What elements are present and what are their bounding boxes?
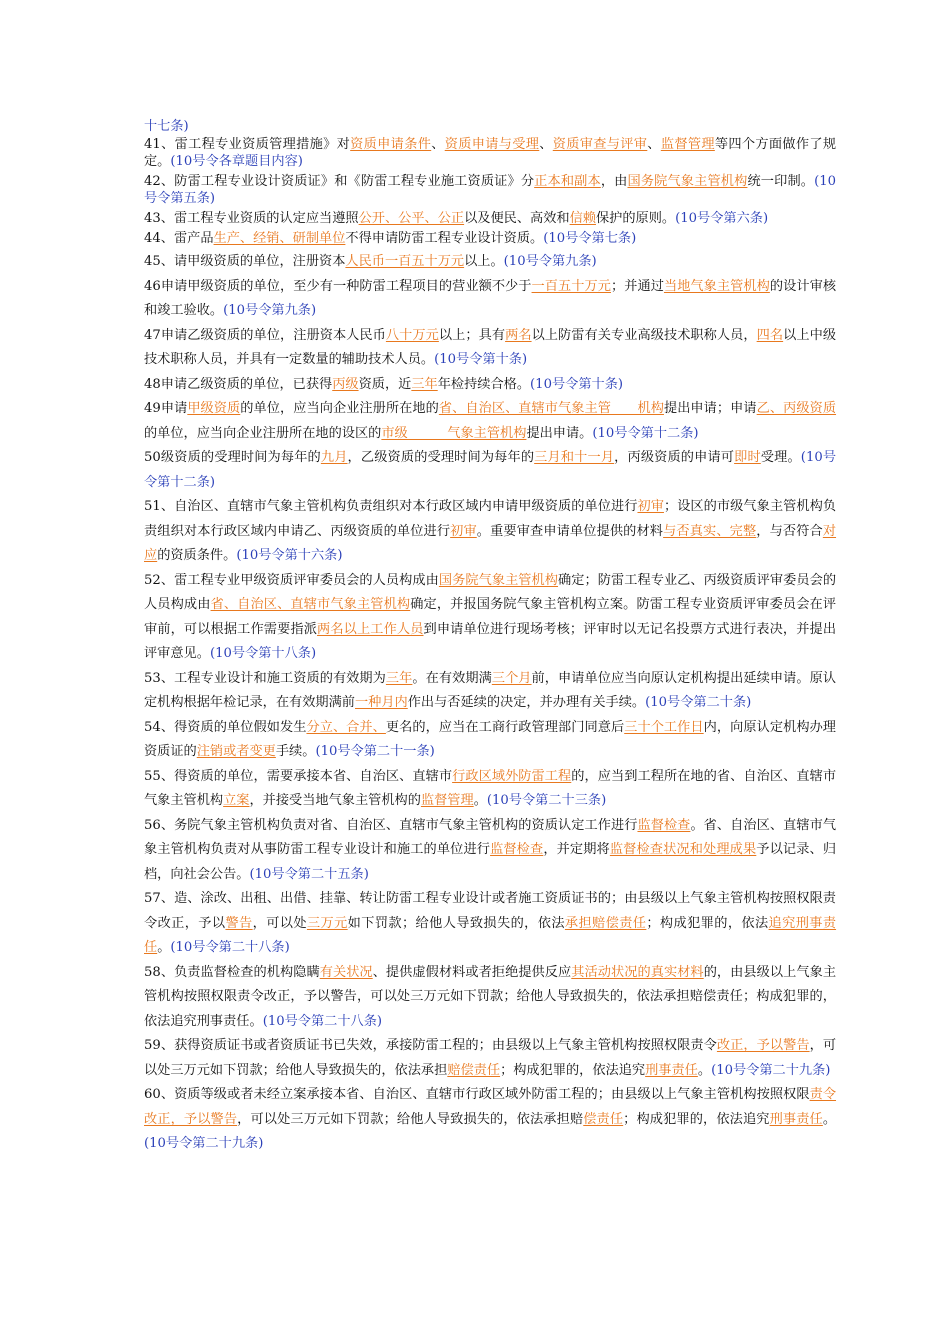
list-item <box>144 887 836 961</box>
question-text: 42、防雷工程专业设计资质证》和《防雷工程专业施工资质证》分 <box>144 174 535 189</box>
regulation-reference: (10号令第二十八条) <box>170 940 290 955</box>
question-text: 、 <box>647 137 661 152</box>
question-text: ；设区的市级气象主管机构负责组织对本行政区域内申请乙、丙级资质的单位进行 <box>144 499 837 539</box>
question-text: 以上；具有 <box>438 327 506 343</box>
question-text: 年检持续合格。 <box>437 376 531 392</box>
question-text: 确定，并报国务院气象主管机构立案。防雷工程专业资质评审委员会在评审前，可以根据工作需要指派 <box>144 597 837 637</box>
answer-highlight: 资质申请条件 <box>350 137 432 152</box>
list-item-continuation <box>144 118 836 135</box>
question-text: 53、工程专业设计和施工资质的有效期为 <box>144 670 386 686</box>
question-text: 不得申请防雷工程专业设计资质。 <box>345 231 544 246</box>
list-item <box>144 569 836 667</box>
question-text: ，与否符合 <box>756 523 823 539</box>
question-text: ；构成犯罪的，依法 <box>646 915 769 931</box>
answer-highlight: 立案 <box>223 793 250 808</box>
answer-highlight: 刑事责任 <box>645 1062 698 1078</box>
question-text: 48申请乙级资质的单位，已获得 <box>144 376 333 392</box>
answer-highlight: 生产、经销、研制单位 <box>213 231 346 246</box>
question-text: 59、获得资质证书或者资质证书已失效，承接防雷工程的；由县级以上气象主管机构按照权限责令 <box>144 1038 717 1053</box>
question-text: 予以记录、归档，向社会公告。 <box>144 842 837 882</box>
regulation-reference: (10号令第十二条) <box>592 425 699 441</box>
regulation-reference: (10号令各章题目内容) <box>170 154 303 169</box>
question-text: 。省、自治区、直辖市气象主管机构负责对从事防雷工程专业设计和施工的单位进行 <box>144 817 837 857</box>
question-text: 。 <box>157 940 171 955</box>
answer-highlight: 省、自治区、直辖市气象主管机构 <box>210 597 411 612</box>
question-text: 。 <box>822 1111 837 1127</box>
question-text: 51、自治区、直辖市气象主管机构负责组织对本行政区域内申请甲级资质的单位进行 <box>144 499 638 514</box>
answer-highlight: 国务院气象主管机构 <box>438 572 559 588</box>
question-text: 的资质条件。 <box>157 548 237 563</box>
list-item <box>144 667 836 716</box>
question-text: 、 <box>431 137 445 152</box>
answer-highlight: 一百五十万元 <box>531 278 611 294</box>
regulation-reference: (10号令第十条) <box>530 376 624 392</box>
list-item <box>144 324 836 373</box>
answer-highlight: 九月 <box>320 450 348 465</box>
answer-highlight: 其活动状况的真实材料 <box>571 964 704 980</box>
list-item <box>144 716 836 765</box>
answer-highlight: 当地气象主管机构 <box>663 278 770 294</box>
question-text: ，并接受当地气象主管机构的 <box>249 793 421 808</box>
question-text: 提出申请；申请 <box>663 401 757 416</box>
question-text: ，可以处三万元如下罚款；给他人导致损失的，依法承担赔 <box>237 1111 584 1127</box>
answer-highlight: 行政区域外防雷工程 <box>452 768 572 784</box>
answer-highlight: 赔偿责任 <box>447 1062 501 1078</box>
question-text: 46申请甲级资质的单位，至少有一种防雷工程项目的营业额不少于 <box>144 278 532 294</box>
regulation-reference: (10号令第二十九条) <box>144 1136 264 1151</box>
question-text: 的单位，应当向企业注册所在地的设区的 <box>144 425 382 441</box>
question-text: 保护的原则。 <box>595 211 676 226</box>
question-text: 受理。 <box>760 450 801 465</box>
list-item <box>144 230 836 247</box>
regulation-reference: (10号令第十条) <box>434 352 528 367</box>
answer-highlight: 三年 <box>411 376 438 392</box>
answer-highlight: 两名 <box>505 327 532 343</box>
answer-highlight: 分立、合并、 <box>306 719 386 735</box>
question-text: ，可以处 <box>252 915 307 931</box>
answer-highlight: 资质申请与受理 <box>444 137 540 152</box>
question-text: ；并通过 <box>610 278 664 294</box>
question-text: 到申请单位进行现场考核；评审时以无记名投票方式进行表决，并提出评审意见。 <box>144 621 837 661</box>
question-text: 确定；防雷工程专业乙、丙级资质评审委员会的人员构成由 <box>144 572 837 612</box>
answer-highlight: 追究刑事责任 <box>144 915 837 955</box>
answer-highlight: 三年 <box>385 670 413 686</box>
answer-highlight: 市级 气象主管机构 <box>381 425 527 441</box>
answer-highlight: 四名 <box>756 327 784 343</box>
answer-highlight: 有关状况 <box>319 964 373 980</box>
question-text: 60、资质等级或者未经立案承接本省、自治区、直辖市行政区域外防雷工程的；由县级以上气象主管机构按照权限 <box>144 1087 810 1102</box>
list-item <box>144 136 836 170</box>
question-text: ；构成犯罪的，依法追究 <box>623 1111 770 1127</box>
question-text: 以及便民、高效和 <box>464 211 570 226</box>
question-text: 如下罚款；给他人导致损失的，依法 <box>347 915 565 931</box>
answer-highlight: 初审 <box>450 523 477 539</box>
question-text: 统一印制。 <box>747 174 815 189</box>
answer-highlight: 正本和副本 <box>534 174 601 189</box>
answer-highlight: 两名以上工作人员 <box>317 621 424 637</box>
answer-highlight: 责令改正，予以警告 <box>144 1087 837 1127</box>
question-text: ；构成犯罪的，依法追究 <box>500 1062 646 1078</box>
regulation-reference: (10号令第九条) <box>223 303 317 318</box>
answer-highlight: 改正，予以警告 <box>716 1038 810 1053</box>
answer-highlight: 国务院气象主管机构 <box>627 174 748 189</box>
question-text: 47申请乙级资质的单位，注册资本人民币 <box>144 327 386 343</box>
question-text: 、 <box>539 137 553 152</box>
list-item <box>144 250 836 275</box>
question-text: ，可以处三万元如下罚款；给他人导致损失的，依法承担 <box>144 1038 837 1078</box>
answer-highlight: 三十个工作日 <box>624 719 704 735</box>
answer-highlight: 八十万元 <box>385 327 439 343</box>
list-item <box>144 373 836 398</box>
question-text: 手续。 <box>275 744 316 759</box>
regulation-reference: (10号令第二十条) <box>645 695 752 710</box>
question-text: 的单位，应当向企业注册所在地的 <box>240 401 439 416</box>
question-text: 的，应当到工程所在地的省、自治区、直辖市气象主管机构 <box>144 768 837 808</box>
answer-highlight: 即时 <box>734 450 761 465</box>
list-item <box>144 1034 836 1083</box>
regulation-reference: (10号令第六条) <box>675 211 769 226</box>
question-text: 58、负责监督检查的机构隐瞒 <box>144 964 320 980</box>
answer-highlight: 信赖 <box>569 211 596 226</box>
answer-highlight: 三万元 <box>306 915 348 931</box>
regulation-reference: (10号令第十二条) <box>144 450 837 490</box>
list-item <box>144 961 836 1035</box>
question-text: 。 <box>473 793 487 808</box>
question-text: 。重要审查申请单位提供的材料 <box>476 523 664 539</box>
question-text: 45、请甲级资质的单位，注册资本 <box>144 254 346 269</box>
question-text: 52、雷工程专业甲级资质评审委员会的人员构成由 <box>144 572 439 588</box>
question-text: 。 <box>697 1062 712 1078</box>
question-text: 以上防雷有关专业高级技术职称人员， <box>531 327 757 343</box>
question-text: 56、务院气象主管机构负责对省、自治区、直辖市气象主管机构的资质认定工作进行 <box>144 817 638 833</box>
question-text: 55、得资质的单位，需要承接本省、自治区、直辖市 <box>144 768 453 784</box>
list-item <box>144 814 836 888</box>
regulation-reference: (10号令第十六条) <box>236 548 343 563</box>
answer-highlight: 对应 <box>144 523 837 563</box>
regulation-reference: (10号令第五条) <box>144 174 837 206</box>
question-text: 54、得资质的单位假如发生 <box>144 719 307 735</box>
question-text: 的，由县级以上气象主管机构按照权限责令改正，予以警告，可以处三万元如下罚款；给他人导致损失的，依法承担赔偿责任；构成犯罪的，依法追究刑事责任。 <box>144 964 837 1029</box>
answer-highlight: 监督检查状况和处理成果 <box>609 842 757 857</box>
answer-highlight: 初审 <box>637 499 664 514</box>
answer-highlight: 甲级资质 <box>187 401 241 416</box>
question-text: 以上中级技术职称人员，并具有一定数量的辅助技术人员。 <box>144 327 837 367</box>
question-text: ，由 <box>600 174 628 189</box>
regulation-reference: (10号令第二十一条) <box>315 744 435 759</box>
question-text: 41、雷工程专业资质管理措施》对 <box>144 137 351 152</box>
regulation-reference: (10号令第七条) <box>543 231 637 246</box>
question-text: ，并定期将 <box>543 842 610 857</box>
list-item <box>144 173 836 207</box>
answer-highlight: 三个月 <box>491 670 532 686</box>
answer-highlight: 公开、公平、公正 <box>358 211 465 226</box>
list-item <box>144 765 836 814</box>
question-text: 前，申请单位应当向原认定机构提出延续申请。原认定机构根据年检记录，在有效期满前 <box>144 670 837 710</box>
question-text: 、提供虚假材料或者拒绝提供反应 <box>372 964 572 980</box>
answer-highlight: 省、自治区、直辖市气象主管 机构 <box>438 401 664 416</box>
question-text: 50级资质的受理时间为每年的 <box>144 450 321 465</box>
question-text: 提出申请。 <box>526 425 593 441</box>
answer-highlight: 监督检查 <box>637 817 691 833</box>
answer-highlight: 丙级 <box>332 376 359 392</box>
question-text: 43、雷工程专业资质的认定应当遵照 <box>144 211 359 226</box>
answer-highlight: 与否真实、完整 <box>663 523 757 539</box>
list-item <box>144 397 836 446</box>
answer-highlight: 刑事责任 <box>769 1111 823 1127</box>
question-text: 更名的，应当在工商行政管理部门同意后 <box>385 719 625 735</box>
list-item <box>144 275 836 324</box>
answer-highlight: 承担赔偿责任 <box>564 915 647 931</box>
question-text: 资质，近 <box>358 376 412 392</box>
question-text: 49申请 <box>144 401 188 416</box>
regulation-reference: 十七条) <box>144 119 189 134</box>
answer-highlight: 资质审查与评审 <box>552 137 648 152</box>
regulation-reference: (10号令第十八条) <box>209 646 317 661</box>
question-text: 内，向原认定机构办理资质证的 <box>144 719 836 759</box>
question-text: ，乙级资质的受理时间为每年的 <box>347 450 535 465</box>
list-item <box>144 446 836 495</box>
answer-highlight: 警告 <box>225 915 253 931</box>
question-text: ，丙级资质的申请可 <box>614 450 735 465</box>
answer-highlight: 监督检查 <box>490 842 544 857</box>
question-list <box>144 118 836 1157</box>
regulation-reference: (10号令第九条) <box>503 254 597 269</box>
document-page <box>144 118 836 1157</box>
question-text: 44、雷产品 <box>144 231 214 246</box>
question-text: 以上。 <box>464 254 504 269</box>
regulation-reference: (10号令第二十三条) <box>486 793 607 808</box>
regulation-reference: (10号令第二十九条) <box>711 1062 831 1078</box>
answer-highlight: 人民币一百五十万元 <box>345 254 465 269</box>
answer-highlight: 三月和十一月 <box>534 450 615 465</box>
list-item <box>144 495 836 569</box>
answer-highlight: 监督管理 <box>420 793 474 808</box>
question-text: 等四个方面做作了规定。 <box>144 137 837 169</box>
regulation-reference: (10号令第二十八条) <box>262 1013 383 1029</box>
regulation-reference: (10号令第二十五条) <box>249 866 369 882</box>
answer-highlight: 偿责任 <box>583 1111 624 1127</box>
answer-highlight: 注销或者变更 <box>196 744 276 759</box>
list-item <box>144 210 836 227</box>
answer-highlight: 监督管理 <box>660 137 715 152</box>
answer-highlight: 一种月内 <box>355 695 408 710</box>
question-text: 的设计审核和竣工验收。 <box>144 278 837 318</box>
question-text: 。在有效期满 <box>412 670 492 686</box>
question-text: 57、造、涂改、出租、出借、挂靠、转让防雷工程专业设计或者施工资质证书的；由县级以上气象主管机构按照权限责令改正，予以 <box>144 891 836 931</box>
question-text: 作出与否延续的决定，并办理有关手续。 <box>407 695 646 710</box>
answer-highlight: 乙、丙级资质 <box>756 401 837 416</box>
list-item <box>144 1083 836 1157</box>
